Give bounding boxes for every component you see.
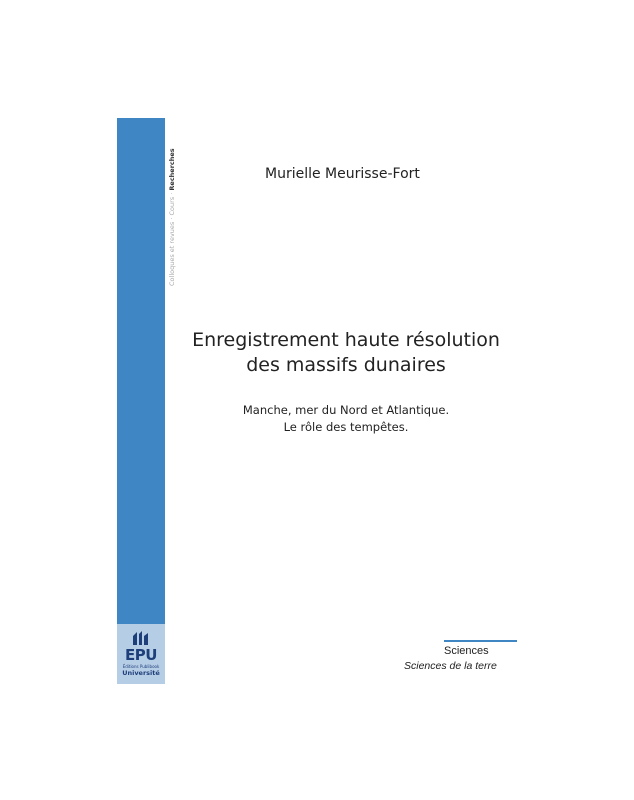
publisher-logo-icon [129, 630, 153, 646]
logo-publisher-line: Éditions Publibook [122, 664, 160, 669]
book-title [181, 328, 511, 378]
publisher-logo [117, 624, 165, 684]
collection-name: Sciences [444, 645, 489, 657]
book-subtitle [181, 402, 511, 436]
spine-series-label [167, 138, 181, 288]
subtitle-line-1: Manche, mer du Nord et Atlantique. [242, 403, 450, 417]
spine-series-bold: Recherches [168, 148, 176, 191]
spine-series-gray: Colloques et revues · Cours · [168, 192, 176, 286]
logo-university-text: Université [122, 669, 160, 677]
logo-epu-text: EPU [125, 646, 157, 664]
title-line-2: des massifs dunaires [246, 354, 446, 376]
book-cover [117, 118, 522, 684]
title-line-1: Enregistrement haute résolution [192, 329, 500, 351]
subtitle-line-2: Le rôle des tempêtes. [283, 420, 409, 434]
cover-blue-band [117, 118, 165, 624]
collection-subcategory: Sciences de la terre [404, 660, 497, 672]
collection-divider [444, 640, 517, 642]
author-name: Murielle Meurisse-Fort [265, 166, 420, 182]
